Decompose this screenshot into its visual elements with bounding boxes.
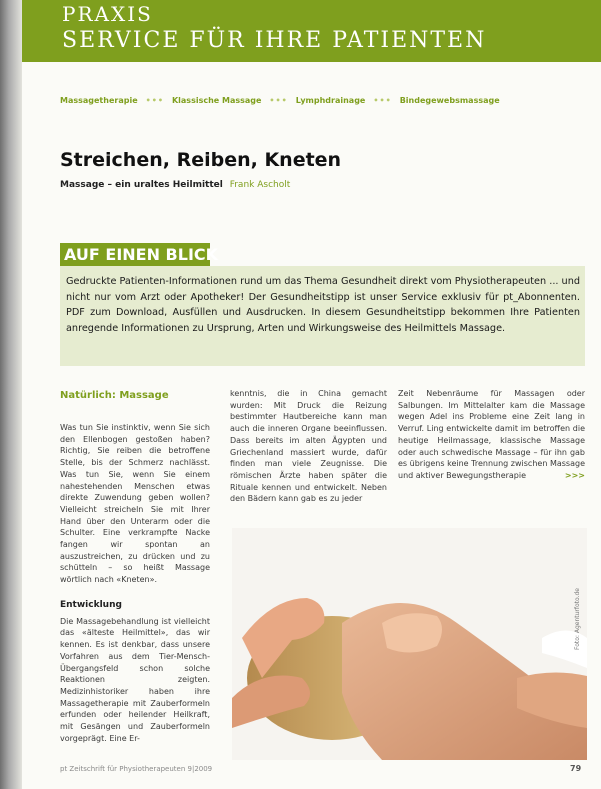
column-1-lower <box>60 600 210 754</box>
photo-credit: Foto: Agenturfoto.de <box>574 588 581 650</box>
tag-massagetherapie: Massagetherapie <box>60 96 138 105</box>
header-line-2: SERVICE FÜR IHRE PATIENTEN <box>62 28 487 53</box>
photo-illustration <box>232 528 587 760</box>
topic-tags <box>60 96 500 105</box>
tag-bindegewebsmassage: Bindegewebsmassage <box>399 96 500 105</box>
page-spine-shadow <box>0 0 22 789</box>
subtitle-text: Massage – ein uraltes Heilmittel <box>60 180 223 190</box>
col2-text: kenntnis, die in China gemacht wurden: Mit Druck die Reizung bestimmter Hautbereiche kann man auch die inneren Organe beeinflussen. Dass bereits im alten Ägypten und Griechenland massiert wurde, dafür finden man viele Zeugnisse. Die römischen Ärzte haben später die Rituale kennen und entwickelt. Neben den Bädern kann gab es zu jeder <box>230 389 387 504</box>
col1-heading: Natürlich: Massage <box>60 390 169 401</box>
summary-text: Gedruckte Patienten-Informationen rund um das Thema Gesundheit direkt vom Physiotherapeuten ... und nicht nur vom Arzt oder Apotheker! Der Gesundheitstipp ist unser Service exklusiv für pt_Abonnenten. PDF zum Download, Ausfüllen und Ausdrucken. In diesem Gesundheitstipp bekommen Ihre Patienten anregende Informationen zu Ursprung, Arten und Wirkungsweise des Heilmittels Massage. <box>66 276 580 334</box>
page-number: 79 <box>570 764 582 773</box>
header-line-1: PRAXIS <box>62 2 153 26</box>
tag-separator: ••• <box>145 96 164 105</box>
article-title: Streichen, Reiben, Kneten <box>60 149 342 171</box>
tag-lymphdrainage: Lymphdrainage <box>295 96 366 105</box>
box-heading-tab <box>60 243 219 267</box>
continue-arrows: >>> <box>564 470 585 480</box>
article-subtitle <box>60 180 290 190</box>
tag-klassische-massage: Klassische Massage <box>171 96 262 105</box>
massage-photo <box>232 528 587 760</box>
column-1 <box>60 422 210 596</box>
col3-body: Zeit Nebenräume für Massagen oder Salbungen. Im Mittelalter kam die Massage wegen Adel ins Probleme eine Zeit lang in Verruf. Ling entwickelte damit im betroffen die heutige Heilmassage, klassische Massage oder auch schwedische Massage – für ihn gab es übrigens keine Trennung zwischen Massage und aktiver Bewegungstherapie <box>398 389 585 480</box>
summary-box <box>60 266 585 366</box>
column-3 <box>398 388 585 492</box>
section-header <box>22 0 601 62</box>
col1-text: Was tun Sie instinktiv, wenn Sie sich den Ellenbogen gestoßen haben? Richtig, Sie reiben die betroffene Stelle, bis der Schmerz nachlässt. Was tun Sie, wenn Sie einem nahestehenden Menschen etwas direkte Zuwendung geben wollen? Vielleicht streicheln Sie mit Ihrer Hand über den Unterarm oder die Schulter. Eine verkrampfte Nacke fangen wir spontan an auszustreichen, zu drücken und zu schütteln – so heißt Massage wörtlich nach «Kneten». <box>60 423 210 585</box>
tag-separator: ••• <box>373 96 392 105</box>
page-footer: pt Zeitschrift für Physiotherapeuten 9|2009 <box>60 765 213 773</box>
col4-heading: Entwicklung <box>60 600 122 610</box>
tag-separator: ••• <box>269 96 288 105</box>
box-heading: AUF EINEN BLICK <box>64 245 219 264</box>
author-name: Frank Ascholt <box>229 180 291 190</box>
col4-text: Die Massagebehandlung ist vielleicht das «älteste Heilmittel», das wir kennen. Es ist denkbar, dass unsere Vorfahren aus dem Tier-Mensch-Übergangsfeld schon solche Reaktionen zeigten. Medizinhistoriker haben ihre Massagetherapie mit Zauberformeln erfunden oder heilender Heilkraft, mit Gesängen und Zauberformeln vorgeprägt. Eine Er- <box>60 616 210 743</box>
col3-text <box>398 388 585 482</box>
column-2 <box>230 388 387 515</box>
